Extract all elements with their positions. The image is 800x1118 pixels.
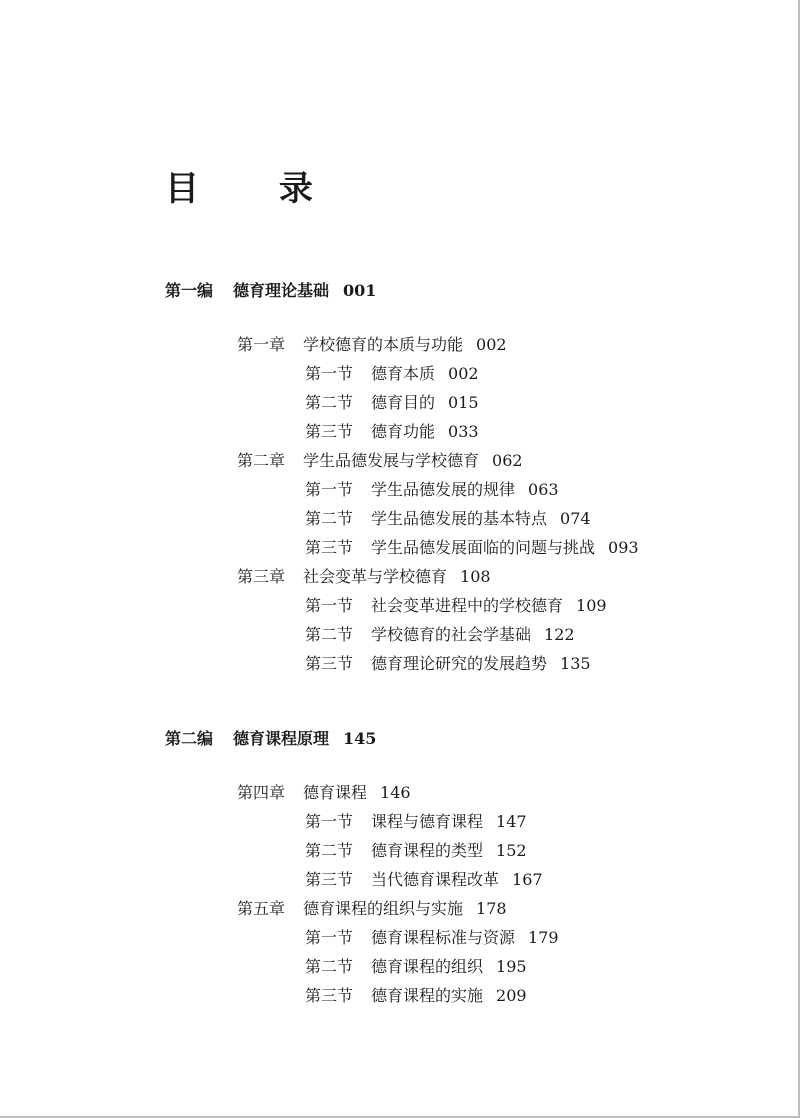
chapter-title: 德育课程 xyxy=(303,783,368,802)
section-title: 学生品德发展面临的问题与挑战 xyxy=(371,538,596,557)
section-title: 德育本质 xyxy=(371,364,436,383)
toc-part-1[interactable] xyxy=(165,280,376,302)
section-title: 德育课程的类型 xyxy=(371,841,484,860)
toc-chapter-3[interactable] xyxy=(237,566,491,588)
section-page: 109 xyxy=(576,596,607,615)
section-title: 社会变革进程中的学校德育 xyxy=(371,596,564,615)
toc-section[interactable] xyxy=(305,985,527,1007)
section-title: 德育课程的组织 xyxy=(371,957,484,976)
section-page: 195 xyxy=(496,957,527,976)
section-label: 第二节 xyxy=(305,957,354,976)
toc-section[interactable] xyxy=(305,479,559,501)
section-page: 122 xyxy=(544,625,575,644)
part-title: 德育课程原理 xyxy=(233,729,330,748)
part-title: 德育理论基础 xyxy=(233,281,330,300)
section-title: 德育功能 xyxy=(371,422,436,441)
toc-chapter-4[interactable] xyxy=(237,782,411,804)
section-title: 德育课程标准与资源 xyxy=(371,928,516,947)
section-label: 第二节 xyxy=(305,509,354,528)
toc-section[interactable] xyxy=(305,508,591,530)
chapter-label: 第一章 xyxy=(237,335,286,354)
toc-section[interactable] xyxy=(305,421,479,443)
chapter-page: 146 xyxy=(380,783,411,802)
section-label: 第一节 xyxy=(305,480,354,499)
toc-section[interactable] xyxy=(305,840,527,862)
toc-chapter-2[interactable] xyxy=(237,450,523,472)
toc-section[interactable] xyxy=(305,811,527,833)
section-label: 第一节 xyxy=(305,928,354,947)
section-page: 147 xyxy=(496,812,527,831)
toc-section[interactable] xyxy=(305,653,591,675)
section-page: 033 xyxy=(448,422,479,441)
section-label: 第三节 xyxy=(305,538,354,557)
chapter-label: 第五章 xyxy=(237,899,286,918)
section-page: 002 xyxy=(448,364,479,383)
toc-section[interactable] xyxy=(305,956,527,978)
section-title: 学生品德发展的规律 xyxy=(371,480,516,499)
toc-section[interactable] xyxy=(305,624,575,646)
toc-section[interactable] xyxy=(305,927,559,949)
part-label: 第一编 xyxy=(165,281,214,300)
section-title: 德育目的 xyxy=(371,393,436,412)
part-page: 145 xyxy=(343,729,377,748)
toc-section[interactable] xyxy=(305,392,479,414)
section-title: 当代德育课程改革 xyxy=(371,870,500,889)
section-label: 第二节 xyxy=(305,625,354,644)
section-title: 学校德育的社会学基础 xyxy=(371,625,532,644)
section-page: 063 xyxy=(528,480,559,499)
section-label: 第三节 xyxy=(305,986,354,1005)
section-label: 第二节 xyxy=(305,393,354,412)
section-title: 德育课程的实施 xyxy=(371,986,484,1005)
section-label: 第二节 xyxy=(305,841,354,860)
chapter-title: 学校德育的本质与功能 xyxy=(303,335,464,354)
chapter-page: 178 xyxy=(476,899,507,918)
chapter-label: 第二章 xyxy=(237,451,286,470)
section-page: 093 xyxy=(608,538,639,557)
section-label: 第一节 xyxy=(305,812,354,831)
chapter-title: 社会变革与学校德育 xyxy=(303,567,448,586)
section-label: 第三节 xyxy=(305,654,354,673)
section-page: 074 xyxy=(560,509,591,528)
toc-chapter-5[interactable] xyxy=(237,898,507,920)
section-title: 课程与德育课程 xyxy=(371,812,484,831)
section-page: 209 xyxy=(496,986,527,1005)
part-label: 第二编 xyxy=(165,729,214,748)
section-page: 135 xyxy=(560,654,591,673)
chapter-page: 002 xyxy=(476,335,507,354)
chapter-title: 学生品德发展与学校德育 xyxy=(303,451,480,470)
chapter-page: 108 xyxy=(460,567,491,586)
toc-section[interactable] xyxy=(305,363,479,385)
chapter-label: 第三章 xyxy=(237,567,286,586)
section-title: 学生品德发展的基本特点 xyxy=(371,509,548,528)
toc-section[interactable] xyxy=(305,869,543,891)
toc-title: 目 录 xyxy=(165,169,347,209)
part-page: 001 xyxy=(343,281,377,300)
section-label: 第一节 xyxy=(305,364,354,383)
chapter-page: 062 xyxy=(492,451,523,470)
toc-chapter-1[interactable] xyxy=(237,334,507,356)
section-label: 第一节 xyxy=(305,596,354,615)
section-page: 179 xyxy=(528,928,559,947)
section-page: 152 xyxy=(496,841,527,860)
toc-part-2[interactable] xyxy=(165,728,376,750)
toc-section[interactable] xyxy=(305,595,607,617)
section-label: 第三节 xyxy=(305,422,354,441)
section-label: 第三节 xyxy=(305,870,354,889)
chapter-label: 第四章 xyxy=(237,783,286,802)
section-title: 德育理论研究的发展趋势 xyxy=(371,654,548,673)
section-page: 015 xyxy=(448,393,479,412)
chapter-title: 德育课程的组织与实施 xyxy=(303,899,464,918)
section-page: 167 xyxy=(512,870,543,889)
toc-section[interactable] xyxy=(305,537,639,559)
